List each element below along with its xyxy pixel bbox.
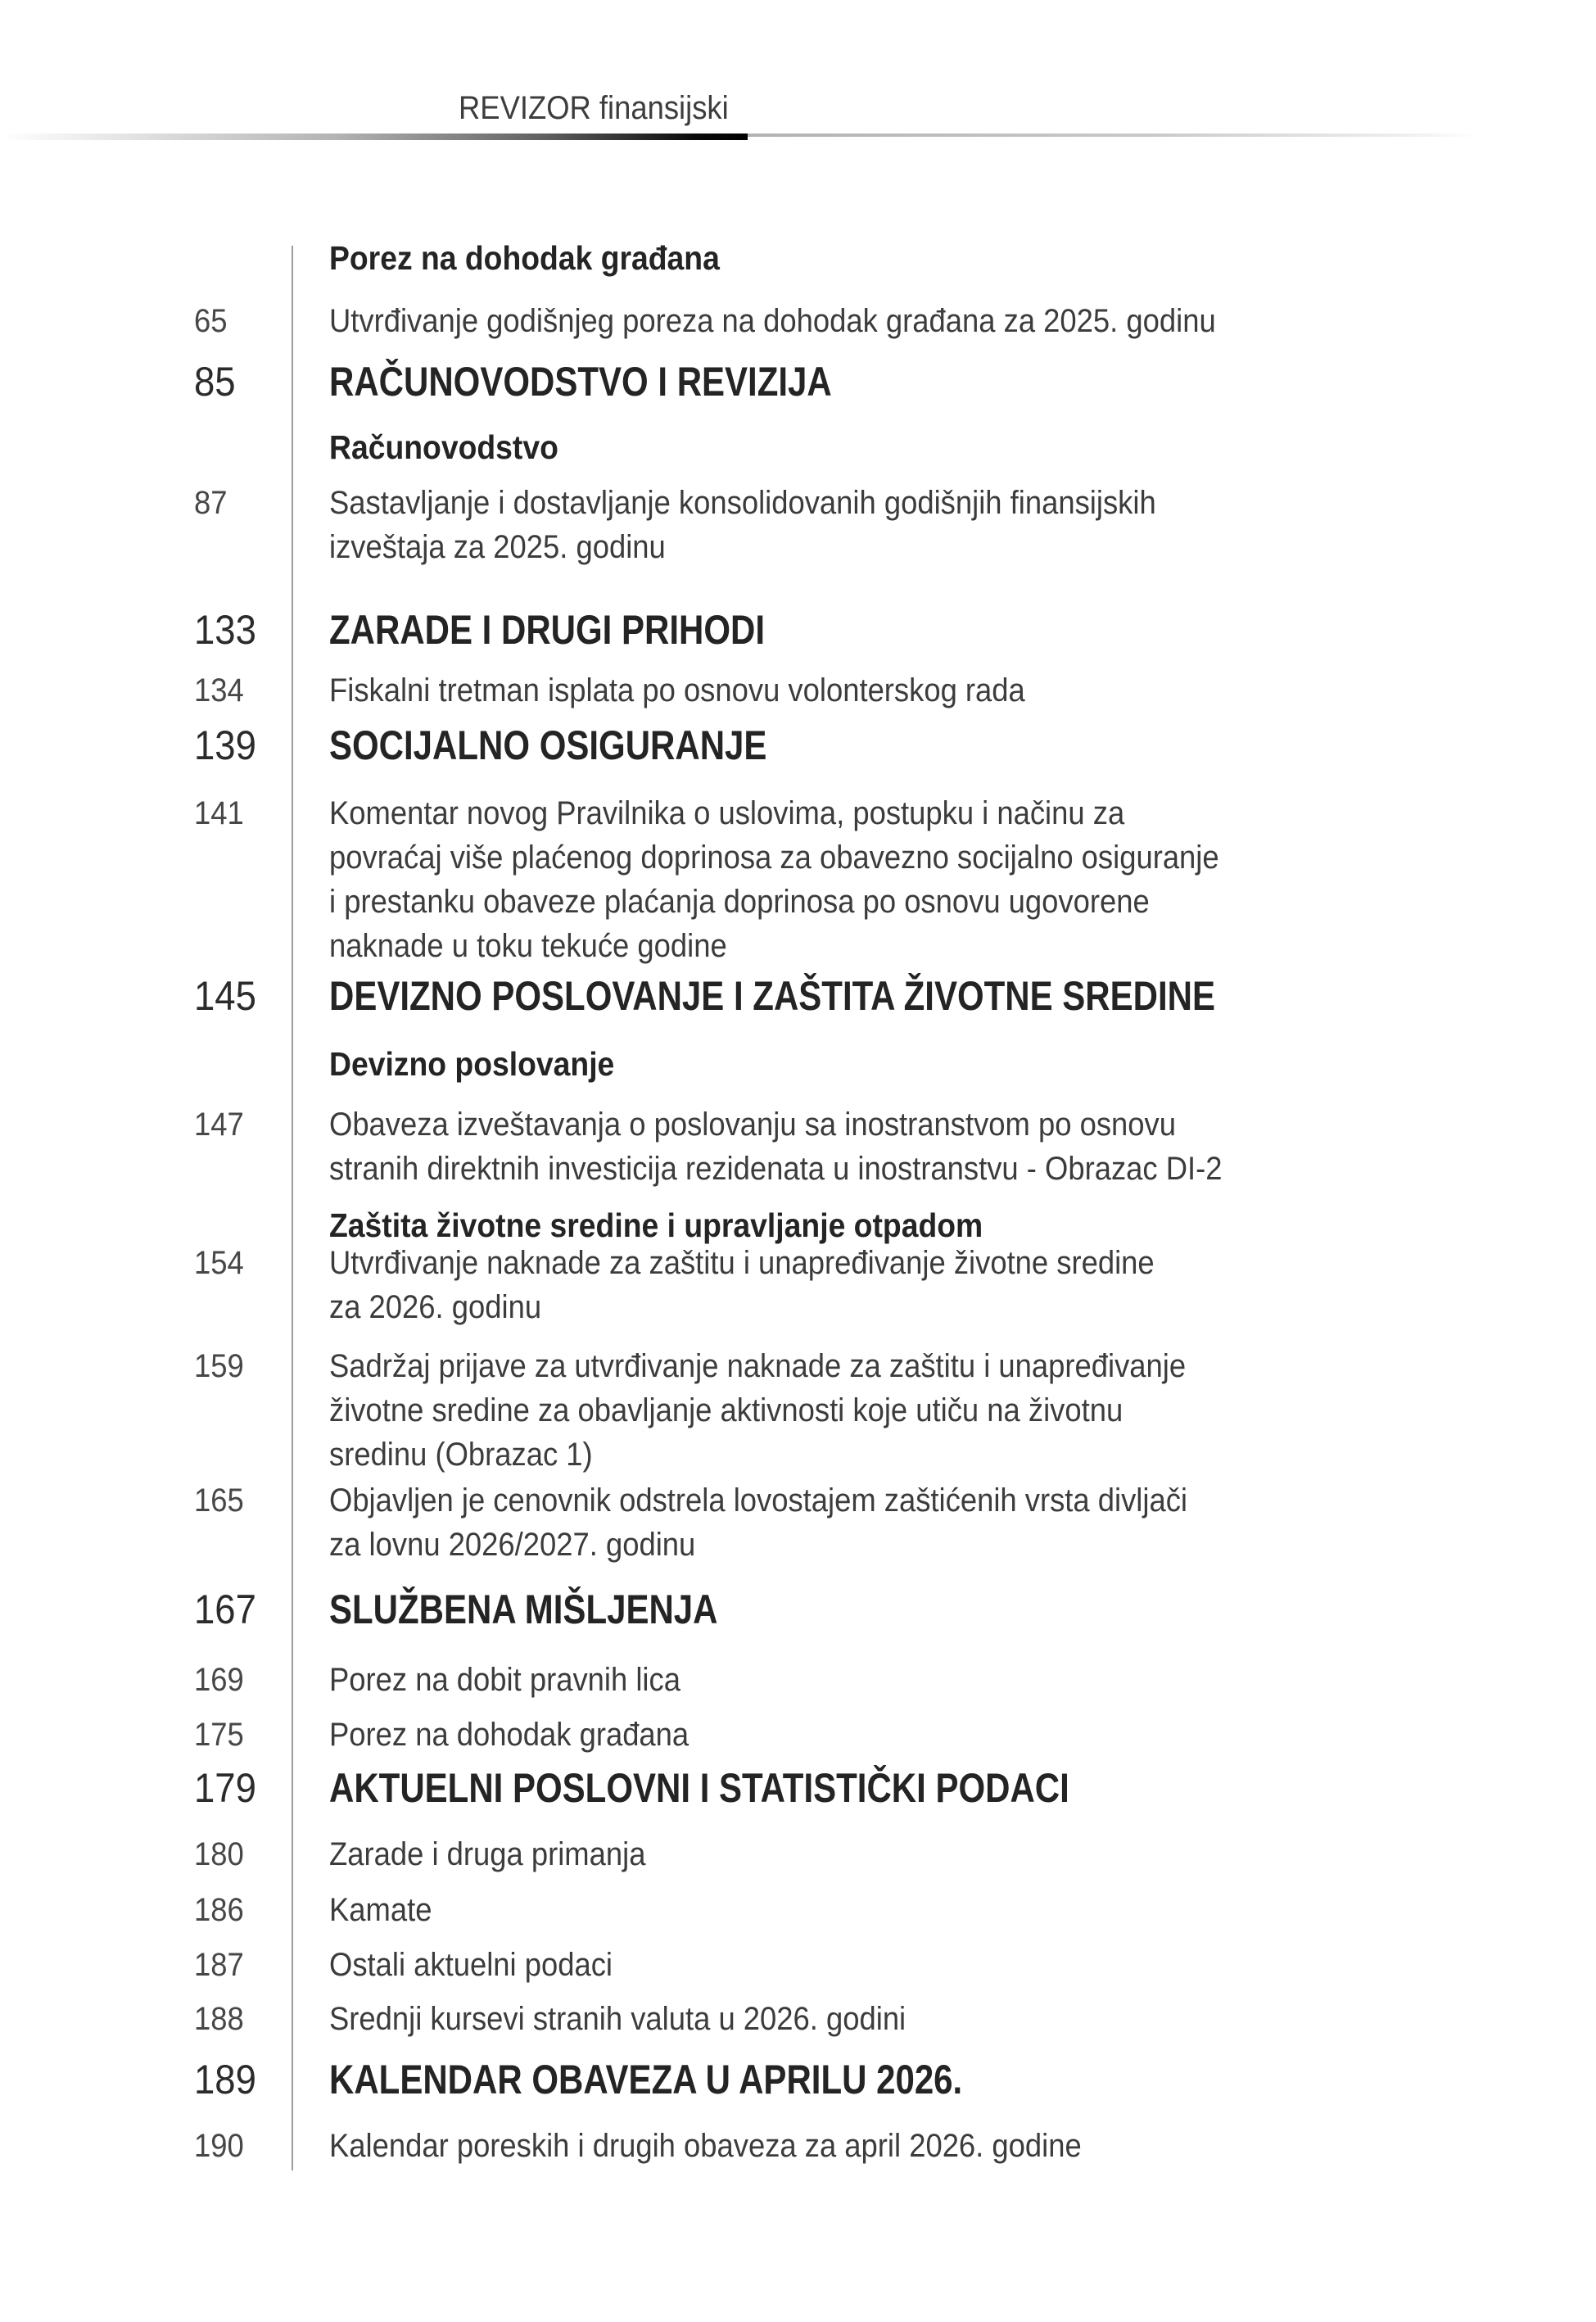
toc-page-number: 179 bbox=[194, 1765, 256, 1811]
toc-page-number: 141 bbox=[194, 795, 244, 831]
toc-page-number: 159 bbox=[194, 1348, 244, 1384]
toc-entry-label: Devizno poslovanje bbox=[329, 1045, 615, 1083]
toc-divider-line bbox=[292, 246, 293, 2170]
toc-entry-label: SLUŽBENA MIŠLJENJA bbox=[329, 1586, 718, 1632]
toc-page-number: 65 bbox=[194, 303, 228, 339]
toc-entry-label: Obaveza izveštavanja o poslovanju sa inostranstvom po osnovu stranih direktnih investicija rezidenata u inostranstvu - Obrazac DI-2 bbox=[329, 1107, 1223, 1187]
toc-page-number: 85 bbox=[194, 359, 236, 405]
toc-entry-label: Zarade i druga primanja bbox=[329, 1836, 646, 1872]
toc-entry-label: Porez na dohodak građana bbox=[329, 1717, 689, 1753]
toc-page-number: 167 bbox=[194, 1586, 256, 1632]
toc-entry-label: Utvrđivanje naknade za zaštitu i unapređivanje životne sredine za 2026. godinu bbox=[329, 1245, 1155, 1325]
toc-page-number: 87 bbox=[194, 485, 228, 521]
header-rule-thin bbox=[748, 134, 1481, 137]
toc-entry-label: Sastavljanje i dostavljanje konsolidovanih godišnjih finansijskih izveštaja za 2025. godinu bbox=[329, 485, 1156, 565]
toc-page-number: 134 bbox=[194, 672, 244, 708]
toc-entry-label: Srednji kursevi stranih valuta u 2026. godini bbox=[329, 2001, 907, 2037]
toc-entry-label: Računovodstvo bbox=[329, 428, 558, 466]
toc-entry-label: Fiskalni tretman isplata po osnovu volonterskog rada bbox=[329, 672, 1025, 708]
toc-entry-label: Porez na dohodak građana bbox=[329, 239, 720, 277]
toc-entry-label: SOCIJALNO OSIGURANJE bbox=[329, 722, 767, 768]
toc-entry-label: KALENDAR OBAVEZA U APRILU 2026. bbox=[329, 2057, 963, 2102]
toc-page-number: 189 bbox=[194, 2057, 256, 2102]
toc-page-number: 175 bbox=[194, 1717, 244, 1753]
toc-entry-label: Zaštita životne sredine i upravljanje otpadom bbox=[329, 1206, 983, 1244]
toc-entry-label: Kamate bbox=[329, 1892, 432, 1928]
toc-page-number: 187 bbox=[194, 1947, 244, 1983]
toc-entry-label: ZARADE I DRUGI PRIHODI bbox=[329, 607, 766, 653]
toc-entry-label: Kalendar poreskih i drugih obaveza za april 2026. godine bbox=[329, 2128, 1082, 2164]
toc-entry-label: Utvrđivanje godišnjeg poreza na dohodak građana za 2025. godinu bbox=[329, 303, 1216, 339]
toc-page-number: 186 bbox=[194, 1892, 244, 1928]
toc-page-number: 188 bbox=[194, 2001, 244, 2037]
toc-entry-label: Porez na dobit pravnih lica bbox=[329, 1662, 680, 1698]
toc-page-number: 133 bbox=[194, 607, 256, 653]
toc-entry-label: Objavljen je cenovnik odstrela lovostajem zaštićenih vrsta divljači za lovnu 2026/2027. godinu bbox=[329, 1482, 1187, 1563]
toc-entry-label: Ostali aktuelni podaci bbox=[329, 1947, 613, 1983]
toc-entry-label: DEVIZNO POSLOVANJE I ZAŠTITA ŽIVOTNE SREDINE bbox=[329, 973, 1215, 1019]
toc-entry-label: Komentar novog Pravilnika o uslovima, postupku i načinu za povraćaj više plaćenog doprinosa za obavezno socijalno osiguranje i prestanku obaveze plaćanja doprinosa po osnovu ugovorene naknade u toku tekuće godine bbox=[329, 795, 1219, 964]
toc-page-number: 165 bbox=[194, 1482, 244, 1519]
toc-page-number: 139 bbox=[194, 722, 256, 768]
toc-page-number: 147 bbox=[194, 1107, 244, 1143]
toc-entry-label: AKTUELNI POSLOVNI I STATISTIČKI PODACI bbox=[329, 1765, 1069, 1811]
toc-page-number: 154 bbox=[194, 1245, 244, 1281]
page-title: REVIZOR finansijski bbox=[459, 90, 729, 126]
header-rule-gradient bbox=[0, 134, 748, 140]
toc-entry-label: Sadržaj prijave za utvrđivanje naknade za zaštitu i unapređivanje životne sredine za obavljanje aktivnosti koje utiču na životnu sredinu (Obrazac 1) bbox=[329, 1348, 1187, 1473]
toc-page-number: 169 bbox=[194, 1662, 244, 1698]
toc-page-number: 145 bbox=[194, 973, 256, 1019]
toc-entry-label: RAČUNOVODSTVO I REVIZIJA bbox=[329, 359, 832, 405]
toc-page-number: 190 bbox=[194, 2128, 244, 2164]
toc-page-number: 180 bbox=[194, 1836, 244, 1872]
